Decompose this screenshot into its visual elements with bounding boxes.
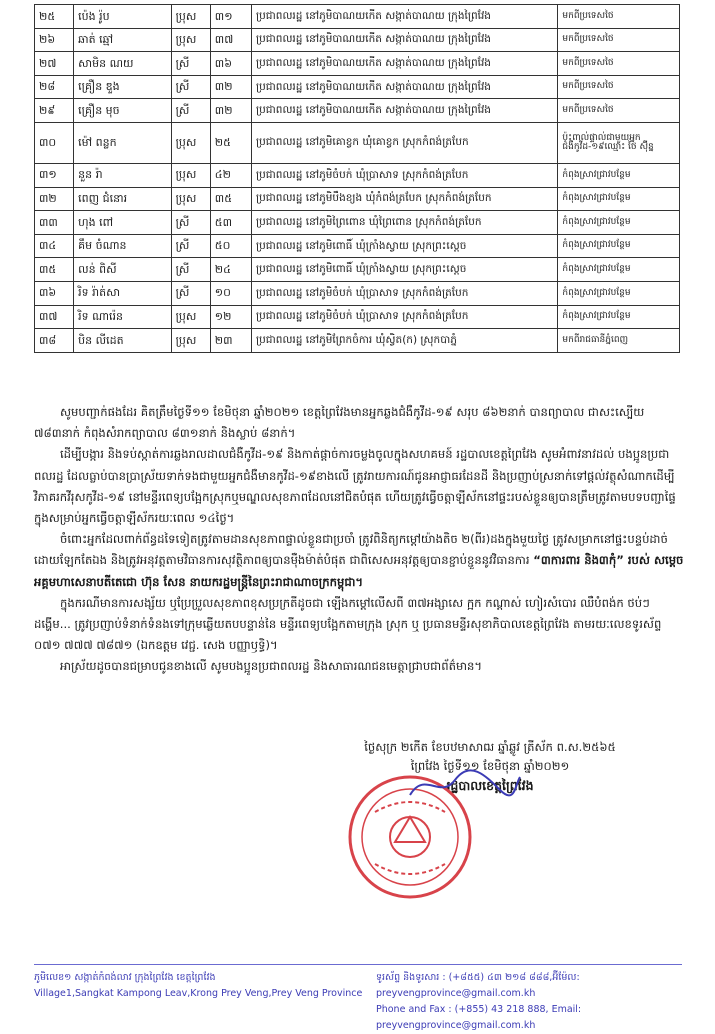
table-row [35, 211, 680, 235]
sex-cell: ស្រី [171, 75, 210, 99]
sex-cell: ប្រុស [171, 163, 210, 187]
person-name-cell: ហុង ពៅ [74, 211, 171, 235]
sex-cell: ប្រុស [171, 187, 210, 211]
paragraph-contacts [34, 529, 684, 593]
address-cell: ប្រជាពលរដ្ឋ នៅភូមិចំបក់ ឃុំប្រាសាទ ស្រុកកំពង់ត្របែក [251, 281, 557, 305]
row-number-cell: ៣១ [35, 163, 74, 187]
note-cell: កំពុងស្រាវជ្រាវបន្ថែម [558, 187, 680, 211]
address-cell: ប្រជាពលរដ្ឋ នៅភូមិព្រៃពោន ឃុំព្រៃពោន ស្រុកកំពង់ត្របែក [251, 211, 557, 235]
row-number-cell: ២៩ [35, 99, 74, 123]
age-cell: ៥៣ [210, 211, 251, 235]
table-row [35, 28, 680, 52]
note-cell: មកពីប្រទេសថៃ [558, 28, 680, 52]
person-name-cell: រិទ រ៉ាត់សា [74, 281, 171, 305]
sex-cell: ស្រី [171, 234, 210, 258]
sex-cell: ប្រុស [171, 5, 210, 29]
note-cell: មកពីប្រទេសថៃ [558, 75, 680, 99]
notice-body [34, 402, 684, 678]
table-row [35, 52, 680, 76]
table-row [35, 329, 680, 353]
table-row [35, 258, 680, 282]
paragraph-closing: អាស្រ័យដូចបានជម្រាបជូនខាងលើ សូមបងប្អូនប្រជាពលរដ្ឋ និងសាធារណជនមេត្តាជ្រាបជាព័ត៌មាន។ [60, 659, 482, 674]
age-cell: ១២ [210, 305, 251, 329]
note-cell: កំពុងស្រាវជ្រាវបន្ថែម [558, 234, 680, 258]
address-cell: ប្រជាពលរដ្ឋ នៅភូមិបាណយកើត សង្កាត់បាណយ ក្រុងព្រៃវែង [251, 75, 557, 99]
row-number-cell: ៣៨ [35, 329, 74, 353]
age-cell: ២៣ [210, 329, 251, 353]
row-number-cell: ២៧ [35, 52, 74, 76]
footer-address-kh: ភូមិលេខ១ សង្កាត់កំពង់លាវ ក្រុងព្រៃវែង ខេត្តព្រៃវែង [34, 972, 216, 983]
address-cell: ប្រជាពលរដ្ឋ នៅភូមិបាណយកើត សង្កាត់បាណយ ក្រុងព្រៃវែង [251, 28, 557, 52]
table-row [35, 281, 680, 305]
address-cell: ប្រជាពលរដ្ឋ នៅភូមិពោធិ៍ ឃុំក្រាំងស្វាយ ស្រុកព្រះស្តេច [251, 258, 557, 282]
age-cell: ៣៧ [210, 28, 251, 52]
person-name-cell: ពេញ ជំនោរ [74, 187, 171, 211]
sex-cell: ស្រី [171, 258, 210, 282]
row-number-cell: ៣៣ [35, 211, 74, 235]
address-cell: ប្រជាពលរដ្ឋ នៅភូមិព្រែកចំការ ឃុំស្វិត(ក) ស្រុកបាភ្នំ [251, 329, 557, 353]
table-row [35, 234, 680, 258]
age-cell: ២៥ [210, 122, 251, 163]
person-name-cell: ប៉េង រ៉ូប [74, 5, 171, 29]
table-row [35, 163, 680, 187]
paragraph-appeal: ដើម្បីបង្ការ និងទប់ស្កាត់ការឆ្លងរាលដាលជំងឺកូវីដ-១៩ និងកាត់ផ្តាច់ការចម្លងចូលក្នុងសហគមន៍ រដ្ឋបាលខេត្តព្រៃវែង សូមអំពាវនាវដល់ បងប្អូនប្រជាពលរដ្ឋ ដែលធ្លាប់បានប្រាស្រ័យទាក់ទងជាមួយអ្នកជំងឺមានកូវីដ-១៩ខាងលើ ត្រូវរាយការណ៍ជូនអាជ្ញាធរដែនដី និងប្រញាប់ស្រនាក់ទៅផ្តល់វត្ថុសំណាកដើម្បីវិភាគរកវីរុសកូវីដ-១៩ នៅមន្ទីរពេទ្យបង្អែកស្រុកឬមណ្ឌលសុខភាពដែលនៅជិតបំផុត ហើយត្រូវធ្វើចត្តាឡីស័កនៅផ្ទះរបស់ខ្លួនឲ្យបានត្រឹមត្រូវតាមបទបញ្ជាផ្ទៃក្នុងសម្រាប់អ្នកធ្វើចត្តាឡីស័ករយៈពេល ១៤ថ្ងៃ។ [34, 447, 676, 526]
sex-cell: ស្រី [171, 52, 210, 76]
age-cell: ៣៦ [210, 52, 251, 76]
table-row [35, 99, 680, 123]
footer-contact [376, 970, 715, 1034]
row-number-cell: ២៦ [35, 28, 74, 52]
paragraph-symptoms: ក្នុងករណីមានការសង្ស័យ ឬប្រែប្រួលសុខភាពខុសប្រក្រតីដូចជា ឡើងកម្តៅលើសពី ៣៧អង្សាសេ ក្អក កណ្តាស់ ហៀរសំបោរ ឈឺបំពង់ក ថប់ៗដង្ហើម... ត្រូវប្រញាប់ទំនាក់ទំនងទៅក្រុមឆ្លើយតបបន្ទាន់នៃ មន្ទីរពេទ្យបង្អែកតាមក្រុង ស្រុក ឬ ប្រធានមន្ទីរសុខាភិបាលខេត្តព្រៃវែង តាមរយៈលេខទូរស័ព្ទ ០៧១ ៧៧៧ ៧៨៧១ (ឯកឧត្តម វេជ្ជ. សេង បញ្ញាឫទ្ធិ)។ [34, 595, 662, 653]
table-row [35, 122, 680, 163]
note-cell: ប៉ះពាល់ផ្ទាល់ជាមួយអ្នកជំងឺកូវីដ-១៩ឈ្មោះ ថៃ ស៊ុីន្ន [558, 122, 680, 163]
person-name-cell: បិន លីដេត [74, 329, 171, 353]
lunar-date: ថ្ងៃសុក្រ ២កើត ខែបឋមាសាឍ ឆ្នាំឆ្លូវ ត្រីស័ក ព.ស.២៥៦៥ [364, 740, 616, 754]
address-cell: ប្រជាពលរដ្ឋ នៅភូមិបាណយកើត សង្កាត់បាណយ ក្រុងព្រៃវែង [251, 5, 557, 29]
table-row [35, 5, 680, 29]
footer-divider [34, 964, 682, 965]
address-cell: ប្រជាពលរដ្ឋ នៅភូមិគោខ្វក ឃុំគោខ្វក ស្រុកកំពង់ត្របែក [251, 122, 557, 163]
note-cell: មកពីរាជធានីភ្នំពេញ [558, 329, 680, 353]
footer-contact-en: Phone and Fax : (+855) 43 218 888, Email: preyvengprovince@gmail.com.kh [376, 1004, 582, 1031]
age-cell: ១០ [210, 281, 251, 305]
sex-cell: ស្រី [171, 211, 210, 235]
age-cell: ២៤ [210, 258, 251, 282]
age-cell: ៤២ [210, 163, 251, 187]
sex-cell: ស្រី [171, 281, 210, 305]
footer-contact-kh: ទូរស័ព្ទ និងទូរសារ : (+៨៥៥) ៤៣ ២១៨ ៨៨៨,អ៊ីម៉ែល: preyvengprovince@gmail.com.kh [376, 972, 580, 999]
paragraph-summary: សូមបញ្ជាក់ផងដែរ គិតត្រឹមថ្ងៃទី១១ ខែមិថុនា ឆ្នាំ២០២១ ខេត្តព្រៃវែងមានអ្នកឆ្លងជំងឺកូវីដ-១៩ សរុប ៨៦២នាក់ បានព្យាបាល ជាសះស្បើយ ៧៨៣នាក់ កំពុងសំរាកព្យាបាល ៨៣១នាក់ និងស្លាប់ ៨នាក់។ [34, 405, 645, 441]
row-number-cell: ២៥ [35, 5, 74, 29]
note-cell: មកពីប្រទេសថៃ [558, 5, 680, 29]
sex-cell: ស្រី [171, 99, 210, 123]
person-name-cell: ម៉ៅ ពន្លក [74, 122, 171, 163]
note-cell: កំពុងស្រាវជ្រាវបន្ថែម [558, 163, 680, 187]
authority-name: រដ្ឋបាលខេត្តព្រៃវែង [446, 778, 534, 793]
person-name-cell: គ្រឿន មុច [74, 99, 171, 123]
age-cell: ៥០ [210, 234, 251, 258]
address-cell: ប្រជាពលរដ្ឋ នៅភូមិបាណយកើត សង្កាត់បាណយ ក្រុងព្រៃវែង [251, 99, 557, 123]
person-name-cell: គឹម ចំណាន [74, 234, 171, 258]
paragraph-contacts-bold: “៣ការពារ និង៣កុំ” របស់ សម្តេចអគ្គមហាសេនាបតីតេជោ ហ៊ុន សែន នាយករដ្ឋមន្ត្រីនៃព្រះរាជាណាចក្រកម្ពុជា។ [34, 553, 684, 589]
note-cell: កំពុងស្រាវជ្រាវបន្ថែម [558, 258, 680, 282]
table-row [35, 187, 680, 211]
row-number-cell: ៣៧ [35, 305, 74, 329]
row-number-cell: ៣៤ [35, 234, 74, 258]
sex-cell: ប្រុស [171, 329, 210, 353]
row-number-cell: ៣៥ [35, 258, 74, 282]
age-cell: ៣១ [210, 5, 251, 29]
address-cell: ប្រជាពលរដ្ឋ នៅភូមិបឹងខ្យង ឃុំកំពង់ត្របែក ស្រុកកំពង់ត្របែក [251, 187, 557, 211]
address-cell: ប្រជាពលរដ្ឋ នៅភូមិចំបក់ ឃុំប្រាសាទ ស្រុកកំពង់ត្របែក [251, 305, 557, 329]
footer-address [34, 970, 362, 1002]
solar-date: ព្រៃវែង ថ្ងៃទី១១ ខែមិថុនា ឆ្នាំ២០២១ [410, 759, 570, 773]
sex-cell: ប្រុស [171, 28, 210, 52]
row-number-cell: ២៨ [35, 75, 74, 99]
footer-address-en: Village1,Sangkat Kampong Leav,Krong Prey Veng,Prey Veng Province [34, 988, 363, 999]
sex-cell: ប្រុស [171, 305, 210, 329]
age-cell: ៣៥ [210, 187, 251, 211]
paragraph-contacts-text: ចំពោះអ្នកដែលពាក់ព័ន្ធដទៃទៀតត្រូវតាមដានសុខភាពផ្ទាល់ខ្លួនជាប្រចាំ ត្រូវពិនិត្យកម្តៅយ៉ាងតិច ២(ពីរ)ដងក្នុងមួយថ្ងៃ ត្រូវសម្រាកនៅផ្ទះបន្ទប់ដាច់ដោយឡែកតែឯង និងត្រូវអនុវត្តតាមវិធានការសុវត្ថិភាពឲ្យបានម៉ឺងម៉ាត់បំផុត ជាពិសេសអនុវត្តឲ្យបានខ្ជាប់ខ្ជួននូវវិធានការ [34, 532, 668, 568]
row-number-cell: ៣០ [35, 122, 74, 163]
age-cell: ៣២ [210, 99, 251, 123]
table-row [35, 305, 680, 329]
address-cell: ប្រជាពលរដ្ឋ នៅភូមិបាណយកើត សង្កាត់បាណយ ក្រុងព្រៃវែង [251, 52, 557, 76]
person-name-cell: គ្រឿន ឌួង [74, 75, 171, 99]
note-cell: មកពីប្រទេសថៃ [558, 99, 680, 123]
person-name-cell: នួន រ៉ា [74, 163, 171, 187]
person-name-cell: លន់ ពិសី [74, 258, 171, 282]
row-number-cell: ៣៦ [35, 281, 74, 305]
address-cell: ប្រជាពលរដ្ឋ នៅភូមិចំបក់ ឃុំប្រាសាទ ស្រុកកំពង់ត្របែក [251, 163, 557, 187]
table-row [35, 75, 680, 99]
row-number-cell: ៣២ [35, 187, 74, 211]
note-cell: កំពុងស្រាវជ្រាវបន្ថែម [558, 305, 680, 329]
cases-table [34, 4, 680, 353]
note-cell: កំពុងស្រាវជ្រាវបន្ថែម [558, 211, 680, 235]
age-cell: ៣២ [210, 75, 251, 99]
person-name-cell: ឆាត់ ឆ្មៅ [74, 28, 171, 52]
signature-icon [405, 765, 525, 805]
person-name-cell: សាមិន ណយ [74, 52, 171, 76]
address-cell: ប្រជាពលរដ្ឋ នៅភូមិពោធិ៍ ឃុំក្រាំងស្វាយ ស្រុកព្រះស្តេច [251, 234, 557, 258]
person-name-cell: រិទ ណារ៉េន [74, 305, 171, 329]
sex-cell: ប្រុស [171, 122, 210, 163]
note-cell: កំពុងស្រាវជ្រាវបន្ថែម [558, 281, 680, 305]
note-cell: មកពីប្រទេសថៃ [558, 52, 680, 76]
